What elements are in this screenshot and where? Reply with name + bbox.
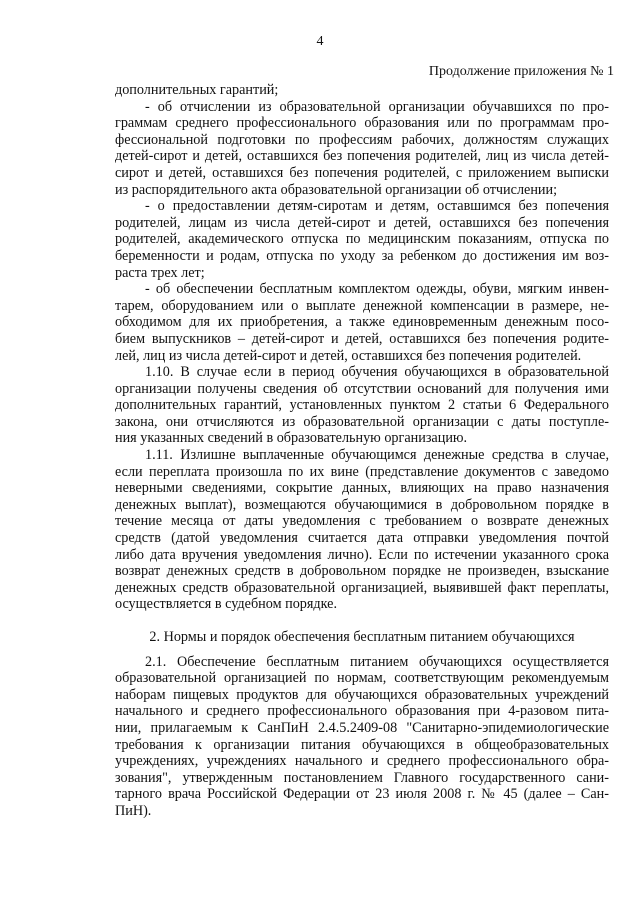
text-line: родителей, лицам из числа детей-сирот и детей, оставшихся без попечения — [115, 214, 609, 231]
text-line: фессиональной подготовки по профессиям рабочих, должностям служащих — [115, 131, 609, 148]
section-heading: 2. Нормы и порядок обеспечения бесплатным питанием обучающихся — [149, 629, 575, 645]
text-line: закона, они отчисляются из образовательной организации с даты поступле- — [115, 413, 609, 430]
text-line: сирот и детей, оставшихся без попечения родителей, с приложением выписки — [115, 164, 609, 181]
continuation-label: Продолжение приложения № 1 — [428, 64, 614, 79]
text-line: неверными сведениями, сокрытие данных, влияющих на право назначения — [115, 480, 609, 497]
paragraph-fragment — [115, 82, 609, 99]
paragraph-2-1 — [115, 654, 609, 820]
text-line: денежных средств образовательной организацией, выявившей факт переплаты, — [115, 579, 609, 596]
text-line: лей, лиц из числа детей-сирот и детей, оставшихся без попечения родителей. — [115, 347, 582, 364]
text-line: зования", утвержденным постановлением Главного государственного сани- — [115, 769, 609, 786]
text-line: родителей, академического отпуска по медицинским показаниям, отпуска по — [115, 231, 609, 248]
text-line: нии, прилагаемым к СанПиН 2.4.5.2409-08 "Санитарно-эпидемиологические — [115, 719, 609, 736]
text-line: денежных выплат), возмещаются обучающимися в добровольном порядке в — [115, 496, 609, 513]
text-line: 1.11. Излишне выплаченные обучающимся денежные средства в случае, — [145, 447, 609, 464]
text-line: возврат денежных средств в добровольном порядке не произведен, взыскание — [115, 563, 609, 580]
text-line: обходимом для их приобретения, а также единовременным денежным посо- — [115, 314, 609, 331]
text-line: граммам среднего профессионального образования или по программам про- — [115, 115, 609, 132]
text-line: течение месяца от даты уведомления с требованием о возврате денежных — [115, 513, 609, 530]
text-line: образовательной организацией по нормам, соответствующим рекомендуемым — [115, 670, 609, 687]
text-line: тарного врача Российской Федерации от 23 июля 2008 г. № 45 (далее – Сан- — [115, 786, 609, 803]
paragraph-1-11 — [115, 447, 609, 613]
text-line: 1.10. В случае если в период обучения обучающихся в образовательной — [145, 364, 609, 381]
text-line: средств (датой уведомления считается дата отправки уведомления почтой — [115, 530, 609, 547]
text-line: из распорядительного акта образовательной организации об отчислении; — [115, 181, 558, 198]
text-line: учреждениях, учреждениях начального и среднего профессионального обра- — [115, 753, 609, 770]
text-line: 2.1. Обеспечение бесплатным питанием обучающихся осуществляется — [145, 653, 609, 670]
text-line: если переплата произошла по их вине (представление документов с заведомо — [115, 463, 609, 480]
text-line: требования к организации питания обучающихся в общеобразовательных — [115, 736, 609, 753]
text-line: ния указанных сведений в образовательную организацию. — [115, 430, 468, 447]
text-line: дополнительных гарантий; — [115, 82, 279, 98]
text-line: детей-сирот и детей, оставшихся без попечения родителей, лиц из числа детей- — [115, 148, 609, 165]
text-line: раста трех лет; — [115, 264, 205, 281]
text-line: бием выпускников – детей-сирот и детей, оставшихся без попечения родите- — [115, 330, 609, 347]
paragraph-1-10 — [115, 364, 609, 447]
text-line: дополнительных гарантий, установленных пунктом 2 статьи 6 Федерального — [115, 397, 609, 414]
text-line: начального и среднего профессионального образования при 4-разовом пита- — [115, 703, 609, 720]
text-line: - об отчислении из образовательной организации обучавшихся по про- — [145, 98, 609, 115]
text-line: ПиН). — [115, 802, 152, 819]
paragraph-leave — [115, 198, 609, 281]
paragraph-expulsion — [115, 99, 609, 199]
text-line: либо дата вручения уведомления лично). Если по истечении указанного срока — [115, 546, 609, 563]
paragraph-clothing — [115, 281, 609, 364]
text-line: тарем, оборудованием или о выплате денежной компенсации в размере, не- — [115, 297, 609, 314]
text-line: беременности и родам, отпуска по уходу за ребенком до достижения им воз- — [115, 247, 609, 264]
text-line: наборам пищевых продуктов для обучающихся образовательных учреждений — [115, 686, 609, 703]
text-line: - о предоставлении детям-сиротам и детям, оставшимся без попечения — [145, 198, 609, 215]
text-line: осуществляется в судебном порядке. — [115, 596, 338, 613]
text-line: - об обеспечении бесплатным комплектом одежды, обуви, мягким инвен- — [145, 281, 609, 298]
text-line: организации получены сведения об отсутствии оснований для получения ими — [115, 380, 609, 397]
page-number: 4 — [316, 34, 324, 49]
document-body — [115, 82, 609, 820]
